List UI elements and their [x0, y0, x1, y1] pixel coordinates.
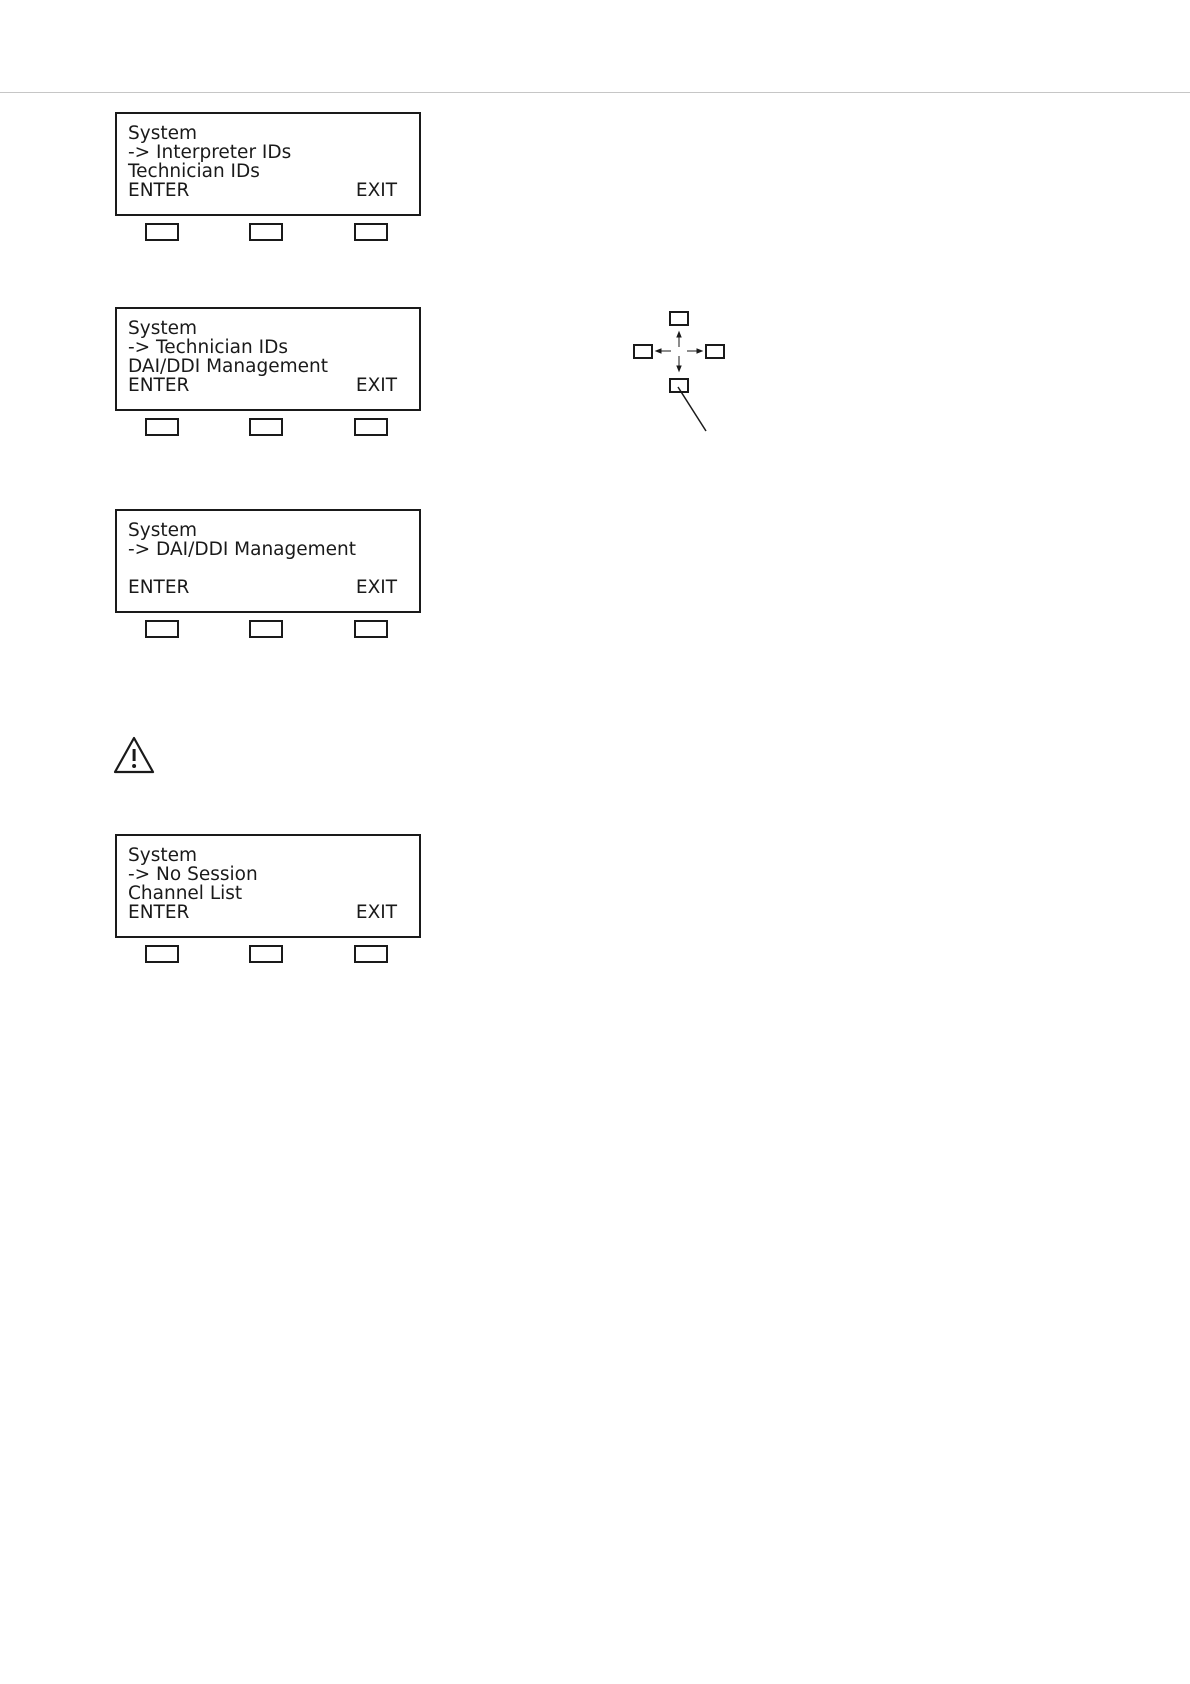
enter-softkey[interactable]: [145, 945, 179, 963]
header-rule: [0, 92, 1190, 93]
enter-label: ENTER: [128, 180, 190, 201]
display-line-2: -> DAI/DDI Management: [128, 539, 357, 560]
nav-arrows-icon: [620, 300, 740, 440]
navigation-keypad-icon: [620, 300, 740, 440]
lcd-display: [115, 112, 421, 216]
display-line-2: -> No Session: [128, 864, 258, 885]
warning-triangle-icon: [113, 736, 155, 774]
exit-label: EXIT: [355, 375, 397, 396]
enter-label: ENTER: [128, 577, 190, 598]
lcd-display: [115, 509, 421, 613]
enter-label: ENTER: [128, 902, 190, 923]
display-line-3: DAI/DDI Management: [128, 356, 328, 377]
display-line-1: System: [128, 123, 197, 144]
middle-softkey[interactable]: [249, 418, 283, 436]
middle-softkey[interactable]: [249, 223, 283, 241]
exit-softkey[interactable]: [354, 620, 388, 638]
display-line-3: Channel List: [128, 883, 243, 904]
callout-line: [678, 387, 706, 431]
enter-label: ENTER: [128, 375, 190, 396]
display-line-2: -> Technician IDs: [128, 337, 288, 358]
lcd-display: [115, 307, 421, 411]
display-line-1: System: [128, 318, 197, 339]
exit-label: EXIT: [355, 902, 397, 923]
display-line-3: Technician IDs: [128, 161, 260, 182]
exit-label: EXIT: [355, 180, 397, 201]
lcd-display: [115, 834, 421, 938]
display-line-1: System: [128, 845, 197, 866]
display-line-2: -> Interpreter IDs: [128, 142, 292, 163]
display-line-1: System: [128, 520, 197, 541]
enter-softkey[interactable]: [145, 418, 179, 436]
enter-softkey[interactable]: [145, 620, 179, 638]
exit-softkey[interactable]: [354, 418, 388, 436]
exit-softkey[interactable]: [354, 223, 388, 241]
exit-label: EXIT: [355, 577, 397, 598]
middle-softkey[interactable]: [249, 620, 283, 638]
enter-softkey[interactable]: [145, 223, 179, 241]
exit-softkey[interactable]: [354, 945, 388, 963]
middle-softkey[interactable]: [249, 945, 283, 963]
